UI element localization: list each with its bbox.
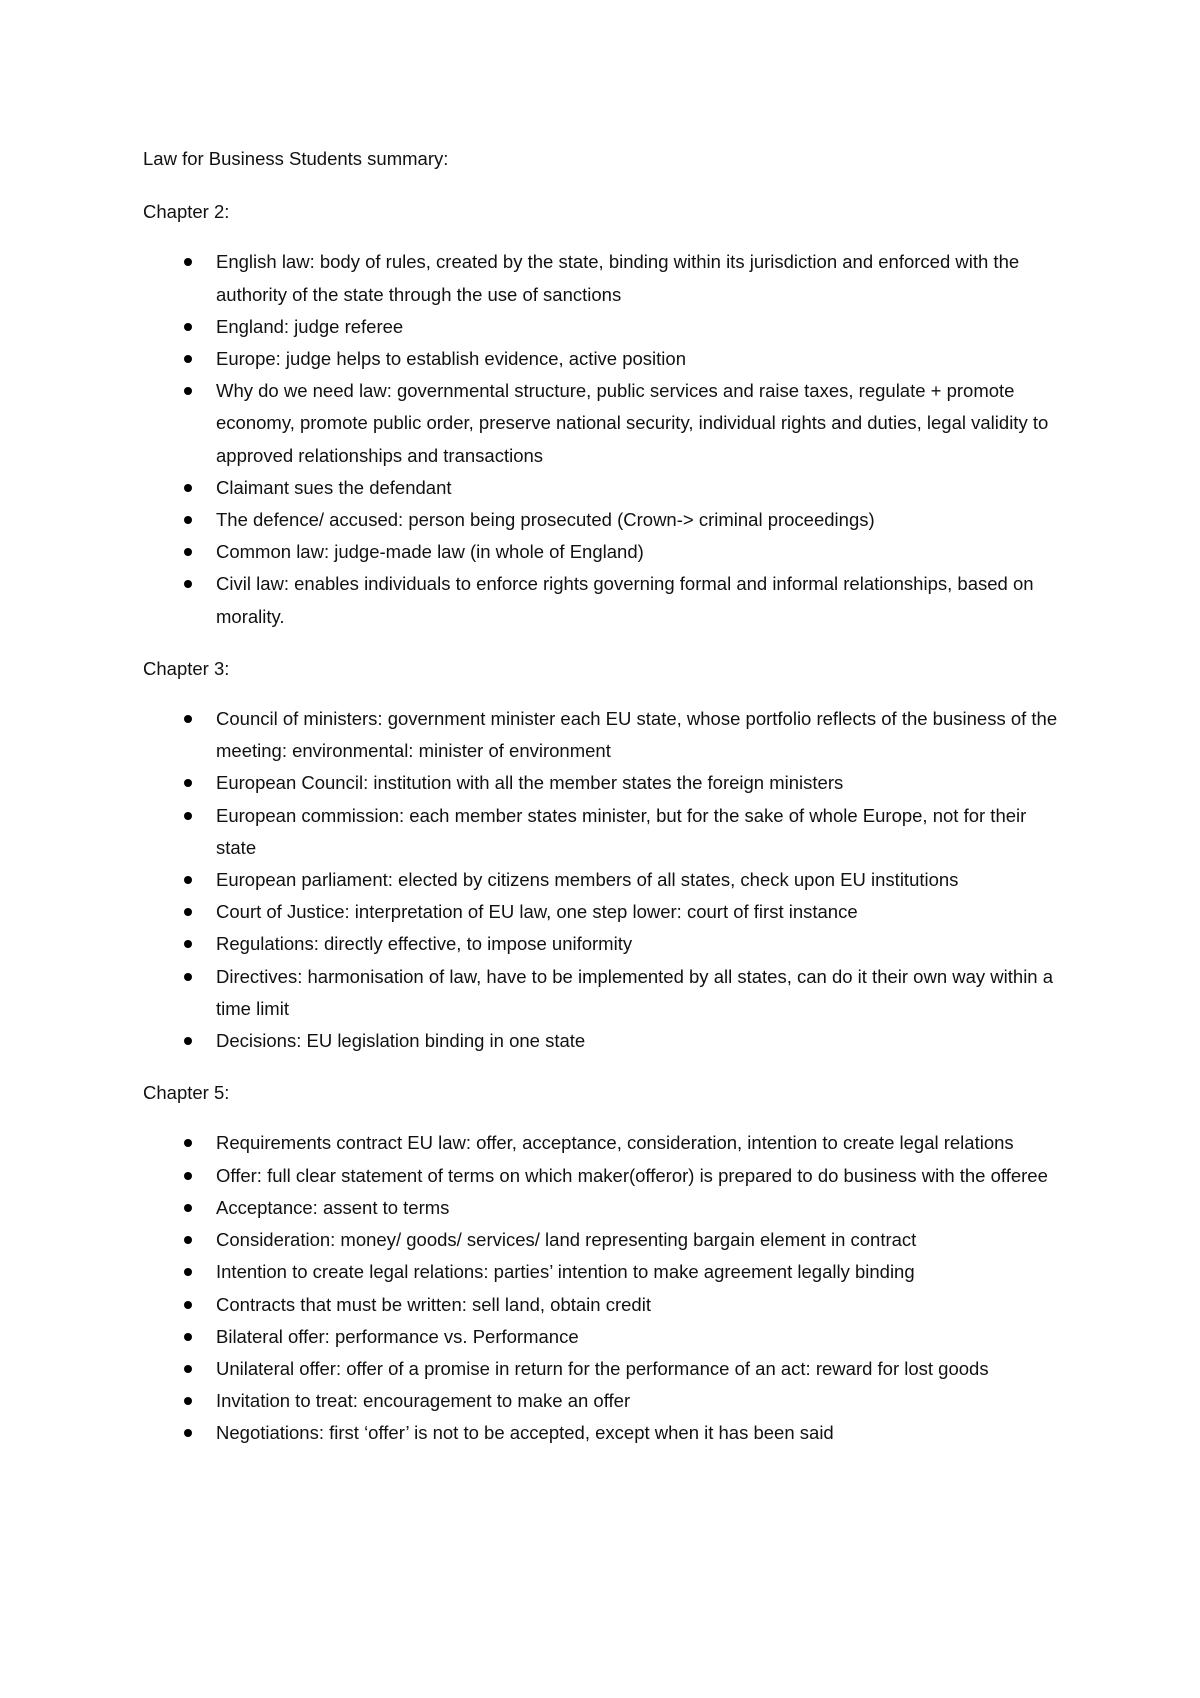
list-item [143, 1127, 1063, 1159]
list-item-text: Acceptance: assent to terms [216, 1196, 450, 1218]
list-item-text: The defence/ accused: person being prosecuted (Crown-> criminal proceedings) [216, 509, 875, 531]
bullet-icon [184, 355, 192, 363]
list-item [143, 1385, 1063, 1417]
bullet-icon [184, 876, 192, 884]
bullet-icon [184, 1236, 192, 1244]
list-item-text: Claimant sues the defendant [216, 476, 452, 498]
bullet-icon [184, 908, 192, 916]
list-item [143, 1025, 1063, 1057]
list-item-text: Intention to create legal relations: parties’ intention to make agreement legally binding [216, 1261, 915, 1283]
bullet-icon [184, 387, 192, 395]
list-item-text: Court of Justice: interpretation of EU law, one step lower: court of first instance [216, 901, 858, 923]
bullet-icon [184, 715, 192, 723]
bullet-icon [184, 779, 192, 787]
list-item [143, 896, 1063, 928]
chapter-heading: Chapter 2: [143, 201, 230, 223]
document-title: Law for Business Students summary: [143, 148, 449, 169]
list-item-text: European parliament: elected by citizens members of all states, check upon EU institutions [216, 869, 959, 891]
bullet-icon [184, 973, 192, 981]
document-body [143, 143, 1063, 1470]
list-item-text: Council of ministers: government minister each EU state, whose portfolio reflects of the business of the meeting: environmental: minister of environment [216, 708, 1058, 762]
list-item-text: European Council: institution with all the member states the foreign ministers [216, 772, 844, 794]
list-item [143, 1289, 1063, 1321]
list-item [143, 928, 1063, 960]
bullet-icon [184, 1301, 192, 1309]
bullet-icon [184, 1429, 192, 1437]
list-item-text: Contracts that must be written: sell land, obtain credit [216, 1293, 651, 1315]
bullet-icon [184, 548, 192, 556]
list-item [143, 800, 1063, 864]
list-item [143, 703, 1063, 767]
bullet-icon [184, 516, 192, 524]
list-item [143, 1192, 1063, 1224]
list-item-text: Bilateral offer: performance vs. Performance [216, 1325, 579, 1347]
list-item [143, 343, 1063, 375]
list-item [143, 1321, 1063, 1353]
list-item-text: England: judge referee [216, 315, 404, 337]
bullet-icon [184, 1139, 192, 1147]
list-item [143, 472, 1063, 504]
list-item [143, 767, 1063, 799]
list-item-text: Directives: harmonisation of law, have to be implemented by all states, can do it their own way within a time limit [216, 965, 1054, 1019]
bullet-icon [184, 1333, 192, 1341]
list-item [143, 375, 1063, 472]
list-item-text: European commission: each member states minister, but for the sake of whole Europe, not for their state [216, 804, 1027, 858]
bullet-icon [184, 1204, 192, 1212]
bullet-icon [184, 1037, 192, 1045]
list-item-text: Offer: full clear statement of terms on which maker(offeror) is prepared to do business with the offeree [216, 1164, 1048, 1186]
list-item [143, 504, 1063, 536]
list-item [143, 1353, 1063, 1385]
list-item [143, 1256, 1063, 1288]
bullet-icon [184, 1172, 192, 1180]
bullet-list [143, 1127, 1063, 1449]
list-item-text: Why do we need law: governmental structure, public services and raise taxes, regulate + promote economy, promote public order, preserve national security, individual rights and duties, legal validity to approved relationships and transactions [216, 380, 1049, 466]
list-item-text: Requirements contract EU law: offer, acceptance, consideration, intention to create legal relations [216, 1132, 1014, 1154]
bullet-list [143, 703, 1063, 1057]
list-item [143, 311, 1063, 343]
list-item-text: English law: body of rules, created by the state, binding within its jurisdiction and enforced with the authority of the state through the use of sanctions [216, 251, 1020, 305]
list-item [143, 568, 1063, 632]
list-item [143, 1417, 1063, 1449]
list-item [143, 536, 1063, 568]
chapter-3-section [143, 653, 1063, 1057]
bullet-icon [184, 258, 192, 266]
list-item [143, 246, 1063, 310]
bullet-icon [184, 1365, 192, 1373]
bullet-icon [184, 580, 192, 588]
bullet-icon [184, 812, 192, 820]
list-item-text: Consideration: money/ goods/ services/ land representing bargain element in contract [216, 1229, 917, 1251]
list-item-text: Europe: judge helps to establish evidence, active position [216, 348, 686, 370]
list-item-text: Regulations: directly effective, to impose uniformity [216, 933, 633, 955]
list-item-text: Negotiations: first ‘offer’ is not to be accepted, except when it has been said [216, 1422, 834, 1444]
bullet-icon [184, 484, 192, 492]
bullet-icon [184, 940, 192, 948]
chapter-2-section [143, 196, 1063, 633]
bullet-list [143, 246, 1063, 632]
list-item [143, 864, 1063, 896]
list-item [143, 961, 1063, 1025]
list-item-text: Decisions: EU legislation binding in one state [216, 1030, 586, 1052]
list-item-text: Civil law: enables individuals to enforce rights governing formal and informal relationships, based on morality. [216, 573, 1034, 627]
list-item [143, 1224, 1063, 1256]
list-item-text: Common law: judge-made law (in whole of England) [216, 541, 644, 563]
list-item-text: Unilateral offer: offer of a promise in return for the performance of an act: reward for lost goods [216, 1357, 989, 1379]
list-item-text: Invitation to treat: encouragement to make an offer [216, 1390, 631, 1412]
list-item [143, 1160, 1063, 1192]
bullet-icon [184, 1268, 192, 1276]
chapter-heading: Chapter 3: [143, 657, 230, 679]
chapter-heading: Chapter 5: [143, 1082, 230, 1104]
bullet-icon [184, 1397, 192, 1405]
bullet-icon [184, 323, 192, 331]
chapter-5-section [143, 1077, 1063, 1449]
